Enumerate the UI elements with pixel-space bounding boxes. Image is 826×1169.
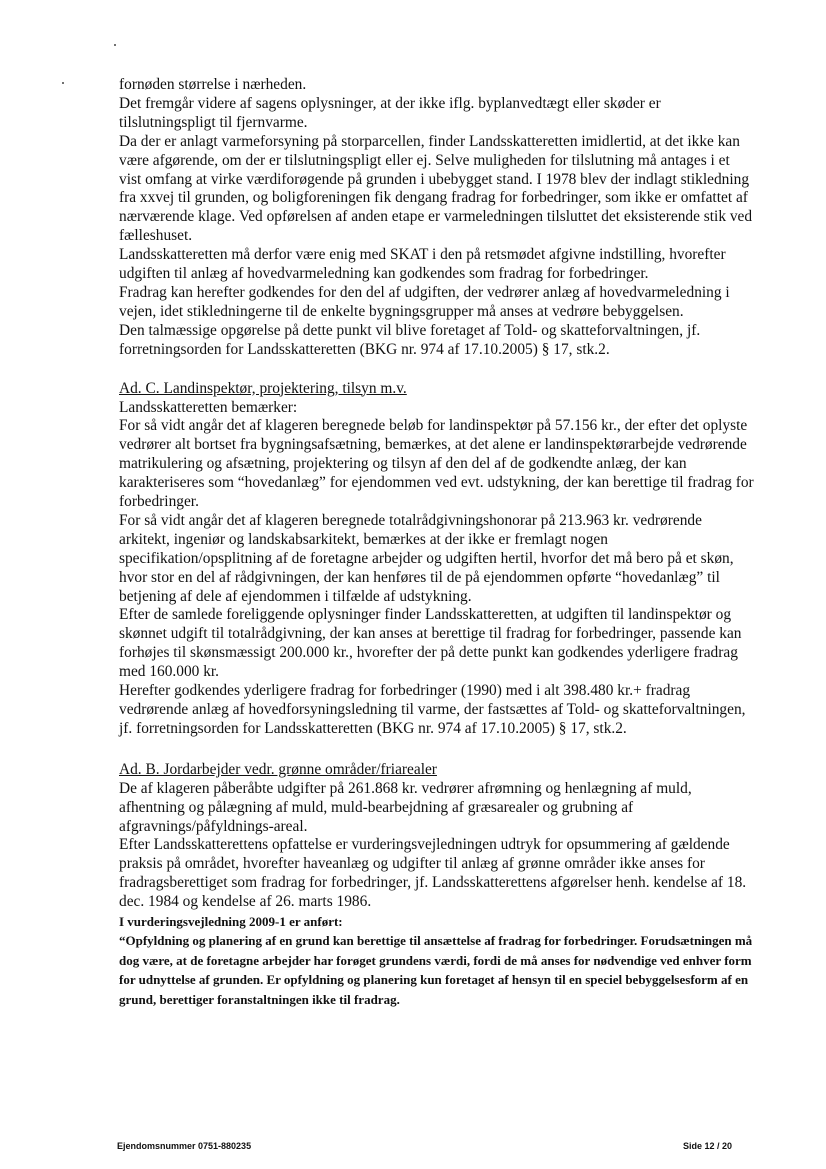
footer-property-number: Ejendomsnummer 0751-880235 [117, 1141, 252, 1151]
paragraph: De af klageren påberåbte udgifter på 261.868 kr. vedrører afrømning og henlægning af muld, afhentning og pålægning af muld, muld-bearbejdning af græsarealer og grubning af afgravnings/påfyldnings-areal. [119, 779, 692, 835]
quote-text: “Opfyldning og planering af en grund kan berettige til ansættelse af fradrag for forbedringer. Forudsætningen må dog være, at de foretagne arbejder har forøget grundens værdi, fordi de må anses for nødvendige ved enhver form for udnyttelse af grunden. Er opfyldning og planering kun foretaget af hensyn til en speciel bebyggelsesform af en grund, berettiger foranstaltningen ikke til fradrag. [119, 933, 753, 1007]
paragraph: Fradrag kan herefter godkendes for den del af udgiften, der vedrører anlæg af hovedvarmeledning i vejen, idet stikledningerne til de enkelte bygningsgrupper må anses at vedrøre bebyggelsen. [119, 283, 730, 320]
scan-speck [62, 82, 64, 84]
section-spacer [119, 360, 755, 380]
paragraph: Efter Landsskatterettens opfattelse er vurderingsvejledningen udtryk for opsummering af gældende praksis på området, hvorefter haveanlæg og udgifter til anlæg af grønne områder ikke anses for fradragsberettiget som fradrag for forbedringer, jf. Landsskatterettens afgørelser henh. kendelse af 18. dec. 1984 og kendelse af 26. marts 1986. [119, 836, 747, 911]
section-heading: Ad. C. Landinspektør, projektering, tilsyn m.v. [119, 379, 407, 397]
section-heading: Ad. B. Jordarbejder vedr. grønne områder/friarealer [119, 760, 437, 778]
footer-page-number: Side 12 / 20 [683, 1141, 733, 1151]
paragraph: Det fremgår videre af sagens oplysninger, at der ikke iflg. byplanvedtægt eller skøder er tilslutningspligt til fjernvarme. [119, 94, 661, 131]
section-b [119, 761, 755, 912]
section-c [119, 380, 755, 739]
page-body [119, 76, 755, 1009]
paragraph: Landsskatteretten må derfor være enig med SKAT i den på retsmødet afgivne indstilling, hvorefter udgiften til anlæg af hovedvarmeledning kan godkendes som fradrag for forbedringer. [119, 246, 726, 283]
paragraph: Landsskatteretten bemærker: [119, 398, 298, 416]
paragraph: Da der er anlagt varmeforsyning på storparcellen, finder Landsskatteretten imidlertid, at det ikke kan være afgørende, om der er tilslutningspligt eller ej. Selve muligheden for tilslutning må antages i et vist omfang at virke værdiforøgende på grunden i ubebygget stand. I 1978 blev der indlagt stikledning fra xxvej til grunden, og boligforeningen fik dengang fradrag for forbedringer, som ikke er omfattet af nærværende klage. Ved opførelsen af anden etape er varmeledningen tilsluttet det eksisterende stik ved fælleshuset. [119, 132, 753, 245]
paragraph: fornøden størrelse i nærheden. [119, 76, 307, 93]
paragraph: Herefter godkendes yderligere fradrag for forbedringer (1990) med i alt 398.480 kr.+ fradrag vedrørende anlæg af hovedforsyningsledning til varme, der fastsættes af Told- og skatteforvaltningen, jf. forretningsorden for Landsskatteretten (BKG nr. 974 af 17.10.2005) § 17, stk.2. [119, 682, 746, 737]
paragraph: For så vidt angår det af klageren beregnede totalrådgivningshonorar på 213.963 kr. vedrørende arkitekt, ingeniør og landskabsarkitekt, bemærkes at der ikke er fremlagt nogen specifikation/opsplitning af de foretagne arbejder og udgiften hertil, hvorfor det må bero på et skøn, hvor stor en del af rådgivningen, der kan henføres til de på ejendommen opførte “hovedanlæg” til betjening af dele af ejendommen i tilfælde af udstykning. [119, 511, 734, 605]
paragraph: For så vidt angår det af klageren beregnede beløb for landinspektør på 57.156 kr., der efter det oplyste vedrører alt bortset fra bygningsafsætning, bemærkes, at det alene er landinspektørarbejde vedrørende matrikulering og afsætning, projektering og tilsyn af den del af de godkendte anlæg, der kan karakteriseres som “hovedanlæg” for ejendommen ved evt. udstykning, der kan berettige til fradrag for forbedringer. [119, 417, 754, 511]
section-spacer [119, 739, 755, 761]
scan-speck [114, 44, 116, 46]
paragraph: Efter de samlede foreliggende oplysninger finder Landsskatteretten, at udgiften til landinspektør og skønnet udgift til totalrådgivning, der kan anses at berettige til fradrag for forbedringer, passende kan forhøjes til skønsmæssigt 200.000 kr., hvorefter der på dette punkt kan godkendes yderligere fradrag med 160.000 kr. [119, 606, 742, 681]
paragraph: Den talmæssige opgørelse på dette punkt vil blive foretaget af Told- og skatteforvaltningen, jf. forretningsorden for Landsskatteretten (BKG nr. 974 af 17.10.2005) § 17, stk.2. [119, 321, 701, 358]
quote-intro: I vurderingsvejledning 2009-1 er anført: [119, 914, 343, 930]
top-paragraphs [119, 76, 755, 360]
